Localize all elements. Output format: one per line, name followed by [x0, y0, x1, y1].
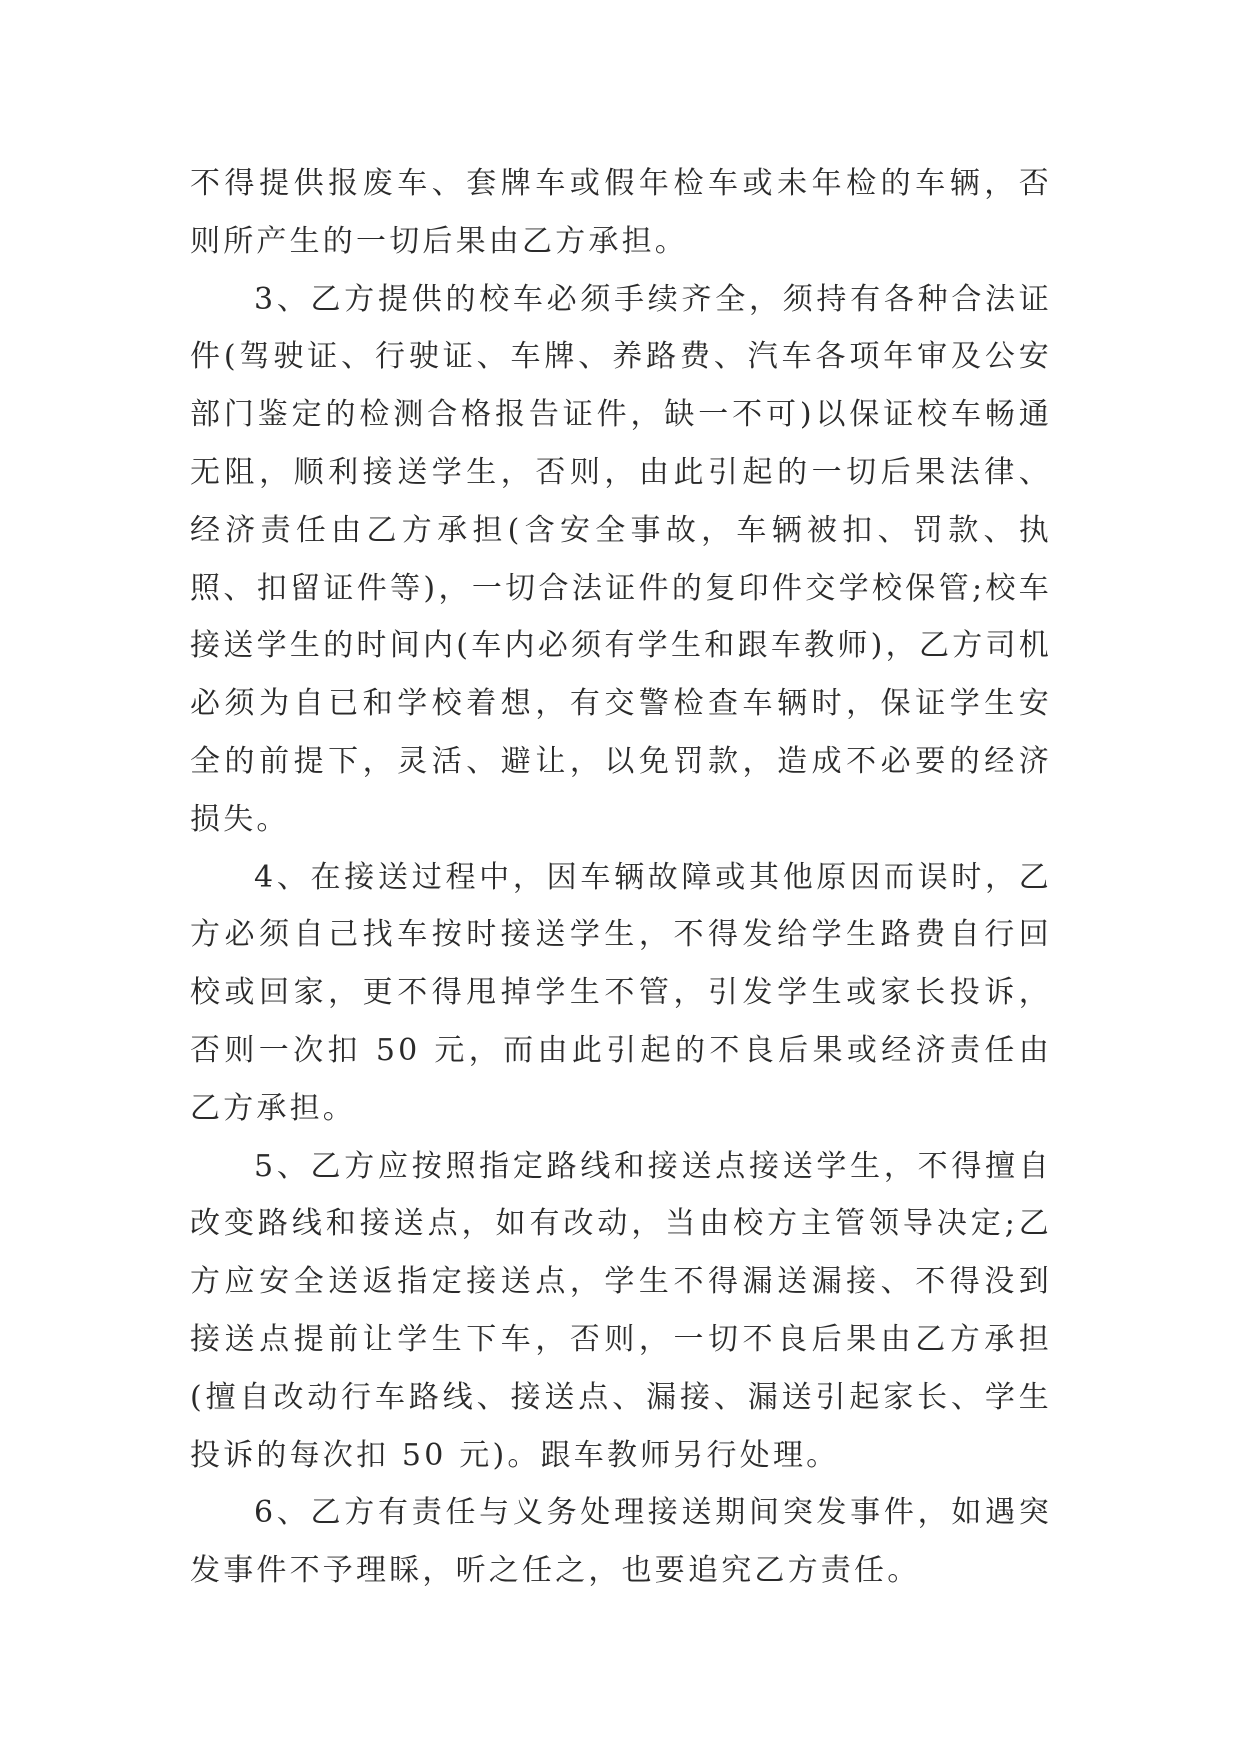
paragraph-item-3: 3、乙方提供的校车必须手续齐全，须持有各种合法证件(驾驶证、行驶证、车牌、养路费、汽车各项年审及公安部门鉴定的检测合格报告证件，缺一不可)以保证校车畅通无阻，顺利接送学生，否则，由此引起的一切后果法律、经济责任由乙方承担(含安全事故，车辆被扣、罚款、执照、扣留证件等)，一切合法证件的复印件交学校保管;校车接送学生的时间内(车内必须有学生和跟车教师)，乙方司机必须为自已和学校着想，有交警检查车辆时，保证学生安全的前提下，灵活、避让，以免罚款，造成不必要的经济损失。 — [190, 281, 1052, 837]
paragraph-continued: 不得提供报废车、套牌车或假年检车或未年检的车辆，否则所产生的一切后果由乙方承担。 — [190, 166, 1052, 259]
paragraph-item-5: 5、乙方应按照指定路线和接送点接送学生，不得擅自改变路线和接送点，如有改动，当由校方主管领导决定;乙方应安全送返指定接送点，学生不得漏送漏接、不得没到接送点提前让学生下车，否则，一切不良后果由乙方承担(擅自改动行车路线、接送点、漏接、漏送引起家长、学生投诉的每次扣 50 元)。跟车教师另行处理。 — [190, 1148, 1052, 1473]
document-body — [190, 155, 1052, 1600]
paragraph-item-6: 6、乙方有责任与义务处理接送期间突发事件，如遇突发事件不予理睬，听之任之，也要追究乙方责任。 — [190, 1495, 1052, 1589]
paragraph-item-4: 4、在接送过程中，因车辆故障或其他原因而误时，乙方必须自己找车按时接送学生，不得发给学生路费自行回校或回家，更不得甩掉学生不管，引发学生或家长投诉，否则一次扣 50 元，而由此引起的不良后果或经济责任由乙方承担。 — [190, 859, 1052, 1126]
